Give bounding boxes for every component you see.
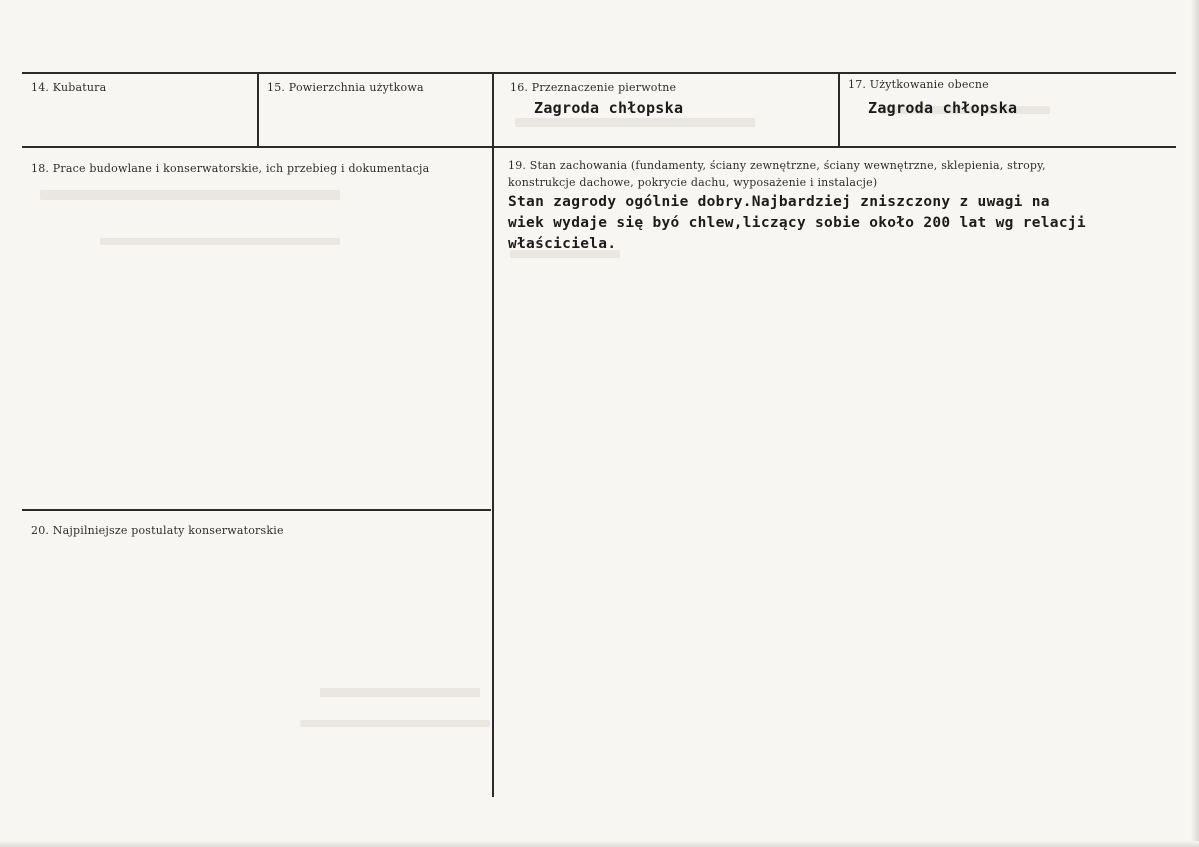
field-17-value: Zagroda chłopska bbox=[868, 99, 1018, 117]
bleed-mark bbox=[515, 118, 755, 127]
divider-16-17 bbox=[838, 73, 840, 147]
bleed-mark bbox=[300, 720, 490, 727]
field-16-value: Zagroda chłopska bbox=[534, 99, 684, 117]
field-19-label: 19. Stan zachowania (fundamenty, ściany zewnętrzne, ściany wewnętrzne, sklepienia, stropy, konstrukcje dachowe, pokrycie dachu, wyposażenie i instalacje) bbox=[508, 159, 1046, 189]
field-20-label: 20. Najpilniejsze postulaty konserwatorskie bbox=[31, 524, 284, 537]
page-edge-shadow bbox=[1191, 0, 1199, 847]
divider-15-16 bbox=[492, 73, 494, 797]
field-14-label: 14. Kubatura bbox=[31, 81, 107, 94]
field-18-label: 18. Prace budowlane i konserwatorskie, ich przebieg i dokumentacja bbox=[31, 162, 430, 175]
top-rule bbox=[22, 72, 1176, 74]
bleed-mark bbox=[320, 688, 480, 697]
bleed-mark bbox=[100, 238, 340, 245]
field-17-label: 17. Użytkowanie obecne bbox=[848, 78, 989, 91]
bleed-mark bbox=[40, 190, 340, 200]
row1-bottom-rule bbox=[22, 146, 1176, 148]
page-bottom-shadow bbox=[0, 841, 1199, 847]
field-19-value: Stan zagrody ogólnie dobry.Najbardziej zniszczony z uwagi na wiek wydaje się byó chlew,liczący sobie około 200 lat wg relacji właściciela. bbox=[508, 194, 1086, 252]
field-15-label: 15. Powierzchnia użytkowa bbox=[267, 81, 424, 94]
field-16-label: 16. Przeznaczenie pierwotne bbox=[510, 81, 677, 94]
section-18-bottom-rule bbox=[22, 509, 491, 511]
divider-14-15 bbox=[257, 73, 259, 147]
